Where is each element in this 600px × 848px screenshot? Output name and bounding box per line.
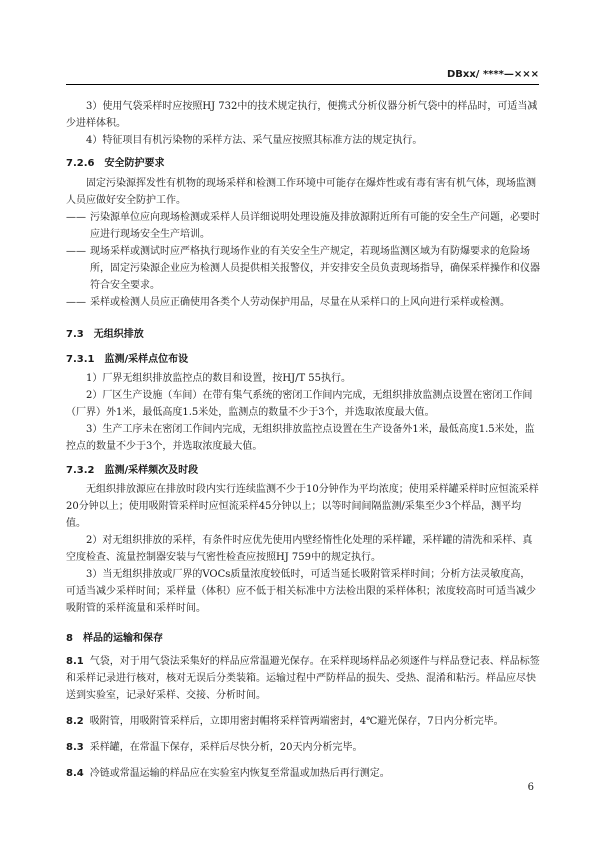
- paragraph-block-top: [66, 98, 540, 149]
- section-heading-7-3-2: 7.3.2 监测/采样频次及时段: [66, 465, 199, 476]
- list-item: [66, 243, 540, 294]
- paragraph: 2）厂区生产设施（车间）在带有集气系统的密闭工作间内完成，无组织排放监测点设置在密闭工作间（厂界）外1米，最低高度1.5米处，监测点的数量不少于3个，并选取浓度最大值。: [66, 390, 533, 418]
- dash-mark: ——: [66, 297, 86, 308]
- list-item: [66, 294, 540, 311]
- paragraph: 1）厂界无组织排放监控点的数目和设置，按HJ/T 55执行。: [86, 373, 352, 384]
- paragraph: 3）使用气袋采样时应按照HJ 732中的技术规定执行，便携式分析仪器分析气袋中的样品时，可适当减少进样体积。: [66, 101, 538, 129]
- list-item: [66, 209, 540, 243]
- section-heading-8: 8 样品的运输和保存: [66, 633, 163, 644]
- list-item-text: 现场采样或测试时应严格执行现场作业的有关安全生产规定，若现场监测区域为有防爆要求的危险场所，固定污染源企业应为检测人员提供相关报警仪，并安排安全员负责现场指导，确保采样操作和仪器符合安全要求。: [90, 246, 540, 291]
- paragraph-block-7-2-6: [66, 175, 540, 311]
- clause-8-2: [66, 713, 540, 730]
- clause-text: 采样罐，在常温下保存，采样后尽快分析，20天内分析完毕。: [89, 742, 363, 753]
- clause-number: 8.1: [66, 656, 84, 667]
- dash-mark: ——: [66, 212, 86, 223]
- paragraph-block-7-3-2: [66, 481, 540, 617]
- document-code: DBxx/ ****—×××: [446, 69, 539, 80]
- clause-8-1: [66, 653, 540, 704]
- clause-number: 8.3: [66, 742, 84, 753]
- clause-8-4: [66, 765, 540, 782]
- paragraph: 3）当无组织排放或厂界的VOCs质量浓度较低时，可适当延长吸附管采样时间；分析方法灵敏度高，可适当减少采样时间；采样量（体积）应不低于相关标准中方法检出限的采样体积；浓度较高时可适当减少吸附管的采样流量和采样时间。: [66, 569, 536, 614]
- section-heading-7-2-6: 7.2.6 安全防护要求: [66, 158, 165, 169]
- paragraph: 固定污染源挥发性有机物的现场采样和检测工作环境中可能存在爆炸性或有毒有害有机气体，现场监测人员应做好安全防护工作。: [66, 178, 536, 206]
- clause-text: 冷链或常温运输的样品应在实验室内恢复至常温或加热后再行测定。: [89, 768, 390, 779]
- paragraph: 3）生产工序未在密闭工作间内完成，无组织排放监控点设置在生产设备外1米，最低高度1.5米处，监控点的数量不少于3个，并选取浓度最大值。: [66, 424, 535, 452]
- clause-text: 气袋，对于用气袋法采集好的样品应常温避光保存。在采样现场样品必须逐件与样品登记表、样品标签和采样记录进行核对，核对无误后分类装箱。运输过程中严防样品的损失、受热、混淆和粘污。样品应尽快送到实验室，记录好采样、交接、分析时间。: [66, 656, 540, 701]
- section-heading-7-3: 7.3 无组织排放: [66, 329, 144, 340]
- paragraph-block-7-3-1: [66, 370, 540, 455]
- clause-text: 吸附管，用吸附管采样后，立即用密封帽将采样管两端密封，4℃避光保存，7日内分析完毕。: [89, 716, 504, 727]
- paragraph: 2）对无组织排放的采样，有条件时应优先使用内壁经惰性化处理的采样罐，采样罐的清洗和采样、真空度检查、流量控制器安装与气密性检查应按照HJ 759中的规定执行。: [66, 535, 533, 563]
- dash-mark: ——: [66, 246, 86, 257]
- paragraph: 4）特征项目有机污染物的采样方法、采气量应按照其标准方法的规定执行。: [86, 135, 423, 146]
- paragraph-block-8: [66, 653, 540, 782]
- paragraph: 无组织排放源应在排放时段内实行连续监测不少于10分钟作为平均浓度；使用采样罐采样时应恒流采样20分钟以上；使用吸附管采样时应恒流采样45分钟以上；以等时间间隔监测/采集至少3个样品，测平均值。: [66, 484, 539, 529]
- clause-number: 8.4: [66, 768, 84, 779]
- list-item-text: 污染源单位应向现场检测或采样人员详细说明处理设施及排放源附近所有可能的安全生产问题，必要时应进行现场安全生产培训。: [90, 212, 540, 240]
- page-number: 6: [527, 782, 534, 793]
- section-heading-7-3-1: 7.3.1 监测/采样点位布设: [66, 354, 189, 365]
- clause-8-3: [66, 739, 540, 756]
- header-divider: [66, 84, 539, 85]
- clause-number: 8.2: [66, 716, 84, 727]
- list-item-text: 采样或检测人员应正确使用各类个人劳动保护用品，尽量在从采样口的上风向进行采样或检测。: [90, 297, 510, 308]
